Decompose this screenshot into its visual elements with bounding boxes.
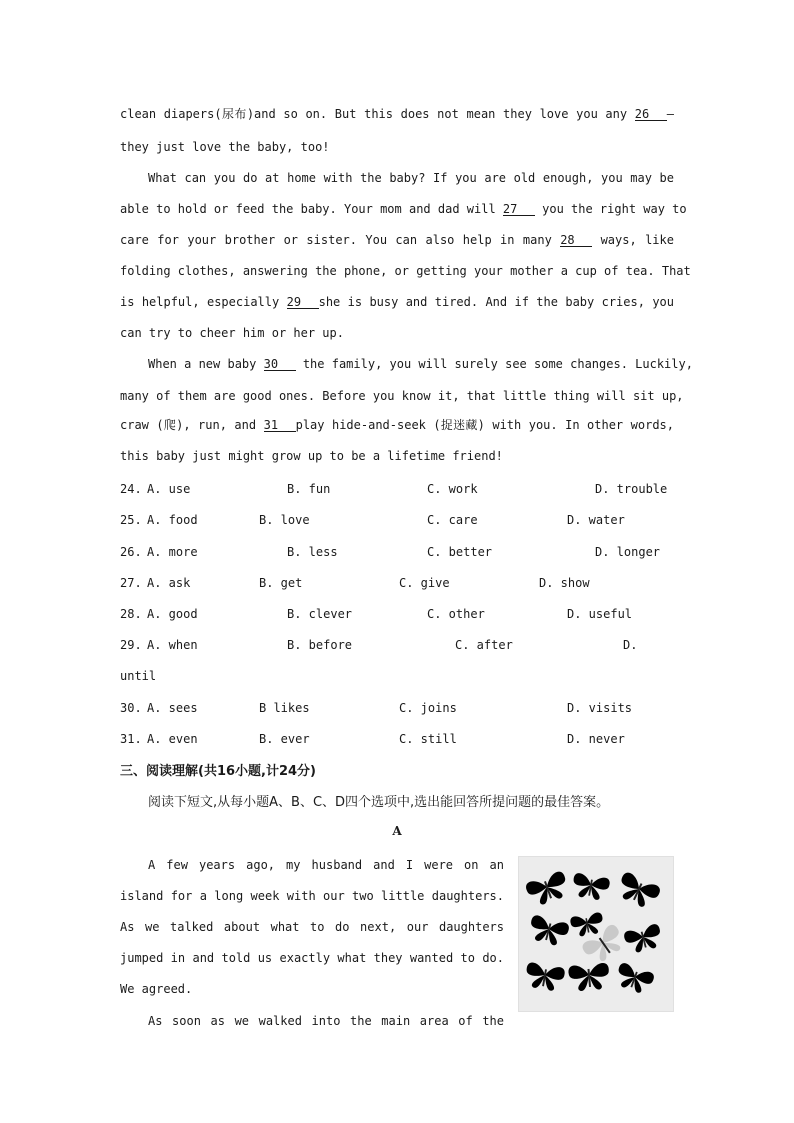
passage-a-line: A few years ago, my husband and I were on an — [148, 858, 504, 872]
passage-line — [120, 295, 674, 309]
passage-text: craw (爬), run, and — [120, 418, 264, 432]
question-number: 25. — [120, 513, 142, 527]
option-a[interactable]: A. ask — [147, 576, 191, 590]
option-d[interactable]: D. useful — [567, 607, 633, 621]
passage-text: folding clothes, answering the phone, or getting your mother a cup of tea. That — [120, 264, 691, 278]
option-d[interactable]: D. trouble — [595, 482, 668, 496]
question-number: 31. — [120, 732, 142, 746]
option-a[interactable]: A. use — [147, 482, 191, 496]
option-b[interactable]: B. get — [259, 576, 303, 590]
passage-text: many of them are good ones. Before you know it, that little thing will sit up, — [120, 389, 684, 403]
option-b[interactable]: B. less — [287, 545, 338, 559]
option-b[interactable]: B. fun — [287, 482, 331, 496]
passage-label: A — [392, 824, 402, 838]
option-b[interactable]: B. ever — [259, 732, 310, 746]
passage-a-line: As we talked about what to do next, our daughters — [120, 920, 504, 934]
option-c[interactable]: C. work — [427, 482, 478, 496]
question-number: 29. — [120, 638, 142, 652]
question-number: 28. — [120, 607, 142, 621]
answer-blank[interactable]: 29 — [287, 296, 319, 309]
option-c[interactable]: C. after — [455, 638, 513, 652]
answer-blank[interactable]: 26 — [635, 108, 667, 121]
passage-text: play hide-and-seek (捉迷藏) with you. In other words, — [295, 418, 674, 432]
passage-a-line: As soon as we walked into the main area of the — [148, 1014, 504, 1028]
passage-line — [120, 233, 674, 247]
option-a[interactable]: A. when — [147, 638, 198, 652]
passage-line — [120, 107, 674, 121]
passage-text: she is busy and tired. And if the baby cries, you — [318, 295, 674, 309]
passage-text: you the right way to — [534, 202, 687, 216]
option-d[interactable]: D. never — [567, 732, 625, 746]
passage-line — [120, 140, 674, 154]
option-d-wrapped-text[interactable]: until — [120, 669, 157, 683]
question-number: 26. — [120, 545, 142, 559]
passage-line — [120, 202, 687, 216]
passage-line — [120, 449, 674, 463]
passage-line — [120, 171, 674, 185]
passage-text: When a new baby — [148, 357, 264, 371]
passage-a-line: We agreed. — [120, 982, 193, 996]
question-number: 27. — [120, 576, 142, 590]
option-b[interactable]: B. before — [287, 638, 353, 652]
passage-a-line: island for a long week with our two little daughters. — [120, 889, 504, 903]
option-d[interactable]: D. longer — [595, 545, 661, 559]
option-d[interactable]: D. visits — [567, 701, 633, 715]
option-a[interactable]: A. good — [147, 607, 198, 621]
option-a[interactable]: A. more — [147, 545, 198, 559]
passage-text: ways, like — [592, 233, 674, 247]
option-c[interactable]: C. give — [399, 576, 450, 590]
option-d[interactable]: D. — [623, 638, 638, 652]
answer-blank[interactable]: 31 — [264, 419, 296, 432]
question-number: 30. — [120, 701, 142, 715]
option-c[interactable]: C. better — [427, 545, 493, 559]
butterflies-image — [518, 856, 674, 1012]
option-a[interactable]: A. sees — [147, 701, 198, 715]
option-a[interactable]: A. even — [147, 732, 198, 746]
passage-a-line: jumped in and told us exactly what they wanted to do. — [120, 951, 504, 965]
option-d[interactable]: D. water — [567, 513, 625, 527]
passage-line — [120, 418, 674, 432]
passage-text: this baby just might grow up to be a lifetime friend! — [120, 449, 503, 463]
passage-text: clean diapers(尿布)and so on. But this does not mean they love you any — [120, 107, 635, 121]
passage-text: care for your brother or sister. You can also help in many — [120, 233, 561, 247]
option-b[interactable]: B. love — [259, 513, 310, 527]
butterflies-icon — [519, 857, 673, 1011]
option-b[interactable]: B likes — [259, 701, 310, 715]
option-c[interactable]: C. joins — [399, 701, 457, 715]
option-c[interactable]: C. other — [427, 607, 485, 621]
section-title: 三、阅读理解(共16小题,计24分) — [120, 764, 317, 779]
passage-text: can try to cheer him or her up. — [120, 326, 344, 340]
option-a[interactable]: A. food — [147, 513, 198, 527]
option-b[interactable]: B. clever — [287, 607, 353, 621]
passage-text: is helpful, especially — [120, 295, 287, 309]
option-d[interactable]: D. show — [539, 576, 590, 590]
passage-text: they just love the baby, too! — [120, 140, 330, 154]
passage-line — [120, 326, 674, 340]
passage-line — [120, 357, 693, 371]
passage-line — [120, 264, 691, 278]
passage-line — [120, 389, 684, 403]
section-instructions: 阅读下短文,从每小题A、B、C、D四个选项中,选出能回答所提问题的最佳答案。 — [148, 795, 610, 810]
passage-text: able to hold or feed the baby. Your mom and dad will — [120, 202, 503, 216]
option-c[interactable]: C. still — [399, 732, 457, 746]
answer-blank[interactable]: 30 — [264, 358, 296, 371]
passage-text: the family, you will surely see some changes. Luckily, — [295, 357, 693, 371]
answer-blank[interactable]: 28 — [560, 234, 592, 247]
passage-text: What can you do at home with the baby? If you are old enough, you may be — [148, 171, 674, 185]
passage-text: — — [666, 107, 674, 121]
answer-blank[interactable]: 27 — [503, 203, 535, 216]
question-number: 24. — [120, 482, 142, 496]
option-c[interactable]: C. care — [427, 513, 478, 527]
